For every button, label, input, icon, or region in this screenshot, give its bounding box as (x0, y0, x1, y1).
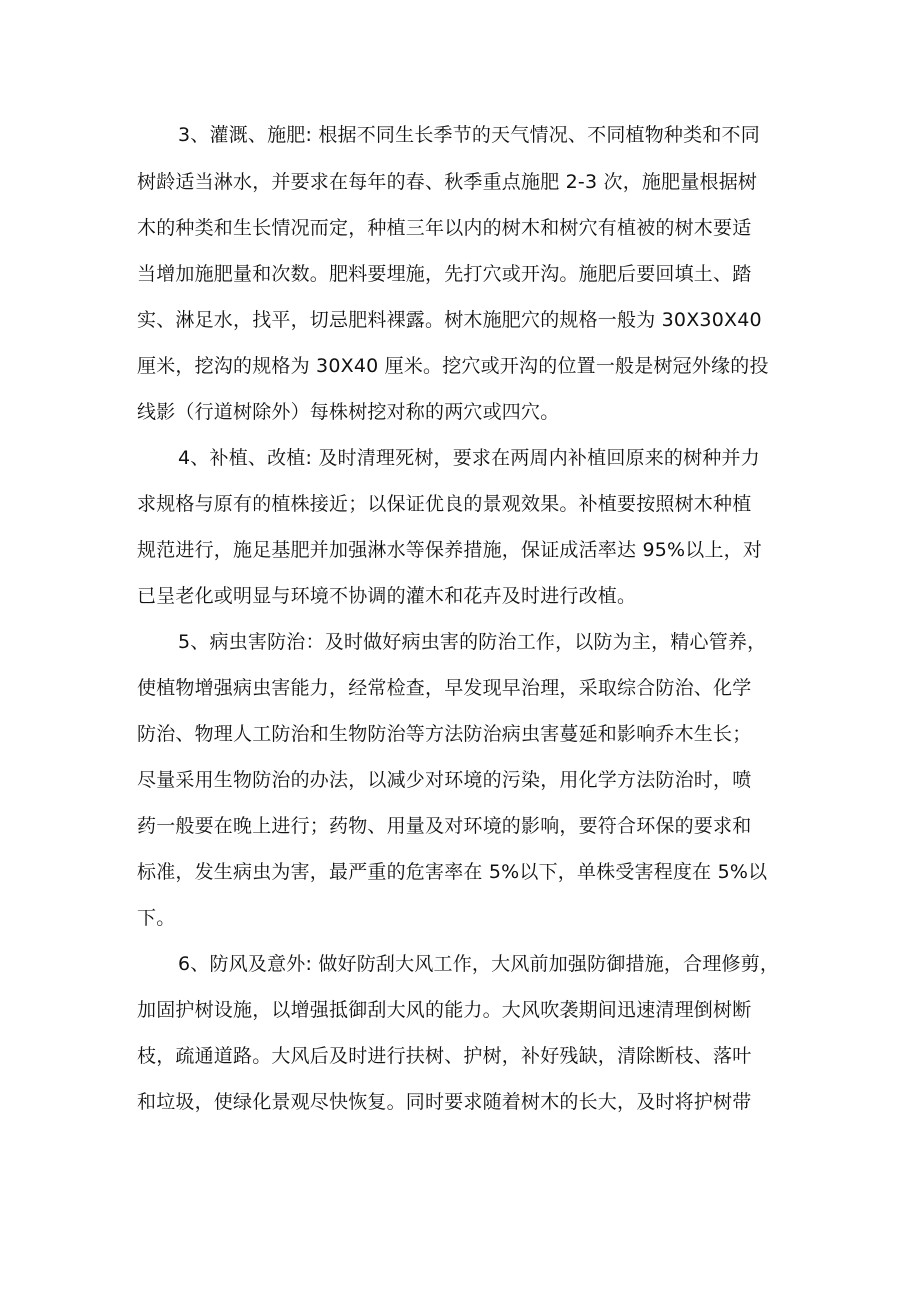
text-line: 尽量采用生物防治的办法，以减少对环境的污染，用化学方法防治时，喷 (137, 769, 752, 791)
text-line: 线影（行道树除外）每株树挖对称的两穴或四穴。 (137, 401, 560, 423)
text-line: 求规格与原有的植株接近；以保证优良的景观效果。补植要按照树木种植 (137, 493, 752, 515)
text-line: 当增加施肥量和次数。肥料要埋施，先打穴或开沟。施肥后要回填土、踏 (137, 263, 752, 285)
text-line: 枝，疏通道路。大风后及时进行扶树、护树，补好残缺，清除断枝、落叶 (137, 1045, 752, 1067)
text-line: 6、防风及意外: 做好防刮大风工作，大风前加强防御措施，合理修剪， (178, 953, 780, 975)
text-line: 4、补植、改植: 及时清理死树，要求在两周内补植回原来的树种并力 (178, 447, 760, 469)
text-line: 实、淋足水，找平，切忌肥料裸露。树木施肥穴的规格一般为 30X30X40 (137, 309, 762, 331)
text-line: 已呈老化或明显与环境不协调的灌木和花卉及时进行改植。 (137, 585, 637, 607)
text-line: 防治、物理人工防治和生物防治等方法防治病虫害蔓延和影响乔木生长； (137, 723, 752, 745)
text-line: 使植物增强病虫害能力，经常检查，早发现早治理，采取综合防治、化学 (137, 677, 752, 699)
text-line: 和垃圾，使绿化景观尽快恢复。同时要求随着树木的长大，及时将护树带 (137, 1091, 752, 1113)
text-line: 5、病虫害防治：及时做好病虫害的防治工作，以防为主，精心管养， (178, 631, 767, 653)
text-line: 下。 (137, 907, 176, 929)
text-line: 药一般要在晚上进行；药物、用量及对环境的影响，要符合环保的要求和 (137, 815, 752, 837)
text-line: 木的种类和生长情况而定，种植三年以内的树木和树穴有植被的树木要适 (137, 217, 752, 239)
text-line: 标准，发生病虫为害，最严重的危害率在 5%以下，单株受害程度在 5%以 (137, 861, 768, 883)
text-line: 3、灌溉、施肥: 根据不同生长季节的天气情况、不同植物种类和不同 (178, 124, 760, 146)
text-line: 规范进行，施足基肥并加强淋水等保养措施，保证成活率达 95%以上，对 (137, 539, 763, 561)
text-line: 厘米，挖沟的规格为 30X40 厘米。挖穴或开沟的位置一般是树冠外缘的投 (137, 355, 769, 377)
text-line: 加固护树设施，以增强抵御刮大风的能力。大风吹袭期间迅速清理倒树断 (137, 999, 752, 1021)
text-line: 树龄适当淋水，并要求在每年的春、秋季重点施肥 2-3 次，施肥量根据树 (137, 171, 758, 193)
